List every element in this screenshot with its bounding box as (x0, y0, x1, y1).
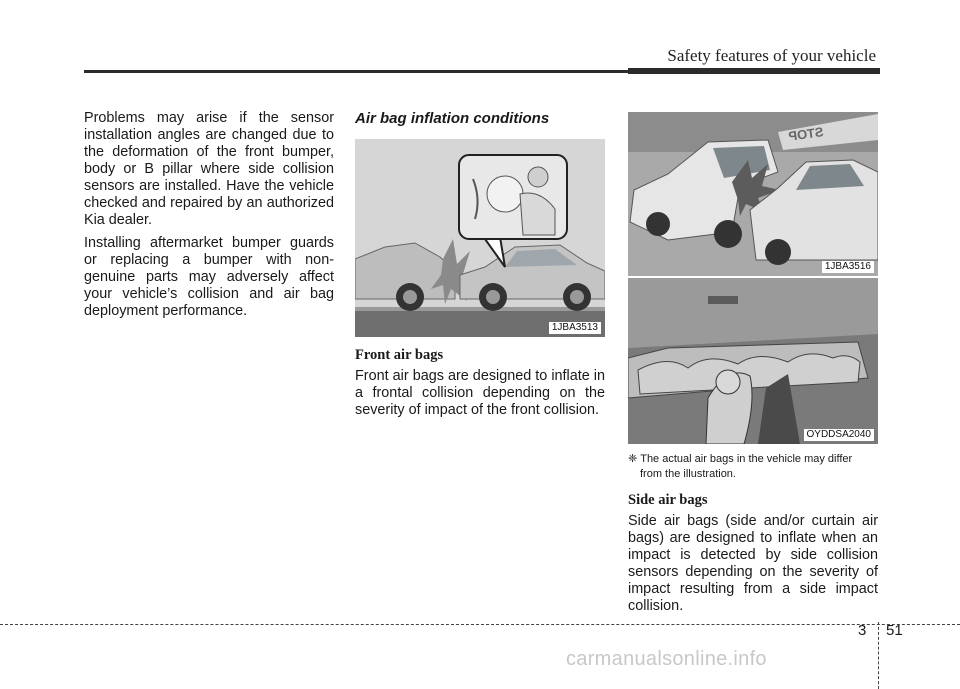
note-line2: from the illustration. (640, 468, 736, 480)
curtain-airbag-figure (628, 278, 878, 444)
side-airbags-text: Side air bags (side and/or curtain air bags) are designed to inflate when an impact is detected by side collision sensors depending on the severity of impact resulting from a side impact collision. (628, 513, 878, 614)
running-header: Safety features of your vehicle (667, 46, 876, 65)
figure-code: 1JBA3513 (549, 322, 601, 334)
figure-code: OYDDSA2040 (804, 429, 874, 441)
figure-code: 1JBA3516 (822, 261, 874, 273)
page-number: 51 (886, 622, 903, 639)
side-collision-illustration (628, 112, 878, 276)
stop-road-marking: STOP (787, 124, 825, 144)
bumper-paragraph: Installing aftermarket bumper guards or replacing a bumper with non-genuine parts may adversely affect your vehicle’s collision and air bag deployment performance. (84, 235, 334, 319)
frontal-collision-illustration (355, 139, 605, 337)
sensor-paragraph: Problems may arise if the sensor installation angles are changed due to the deformation of the front bumper, body or B pillar where side collision sensors are installed. Have the vehicle checked and repaired by an authorized Kia dealer. (84, 110, 334, 228)
side-collision-figure (628, 112, 878, 276)
side-airbags-heading: Side air bags (628, 492, 708, 508)
frontal-collision-figure (355, 139, 605, 337)
note-symbol: ❈ (628, 453, 638, 465)
column-right (628, 112, 878, 615)
header-rule-accent (628, 68, 880, 74)
curtain-airbag-illustration (628, 278, 878, 444)
section-heading: Air bag inflation conditions (355, 110, 550, 127)
front-airbags-text: Front air bags are designed to inflate in a frontal collision depending on the severity of impact of the front collision. (355, 368, 605, 418)
footer-rule (0, 624, 960, 625)
chapter-number: 3 (858, 622, 867, 639)
footer-separator (878, 622, 879, 689)
column-left (84, 110, 334, 326)
column-middle (355, 110, 605, 425)
front-airbags-heading: Front air bags (355, 347, 444, 363)
illustration-note (628, 452, 878, 482)
watermark: carmanualsonline.info (566, 648, 767, 670)
note-line1: The actual air bags in the vehicle may differ (640, 453, 853, 465)
